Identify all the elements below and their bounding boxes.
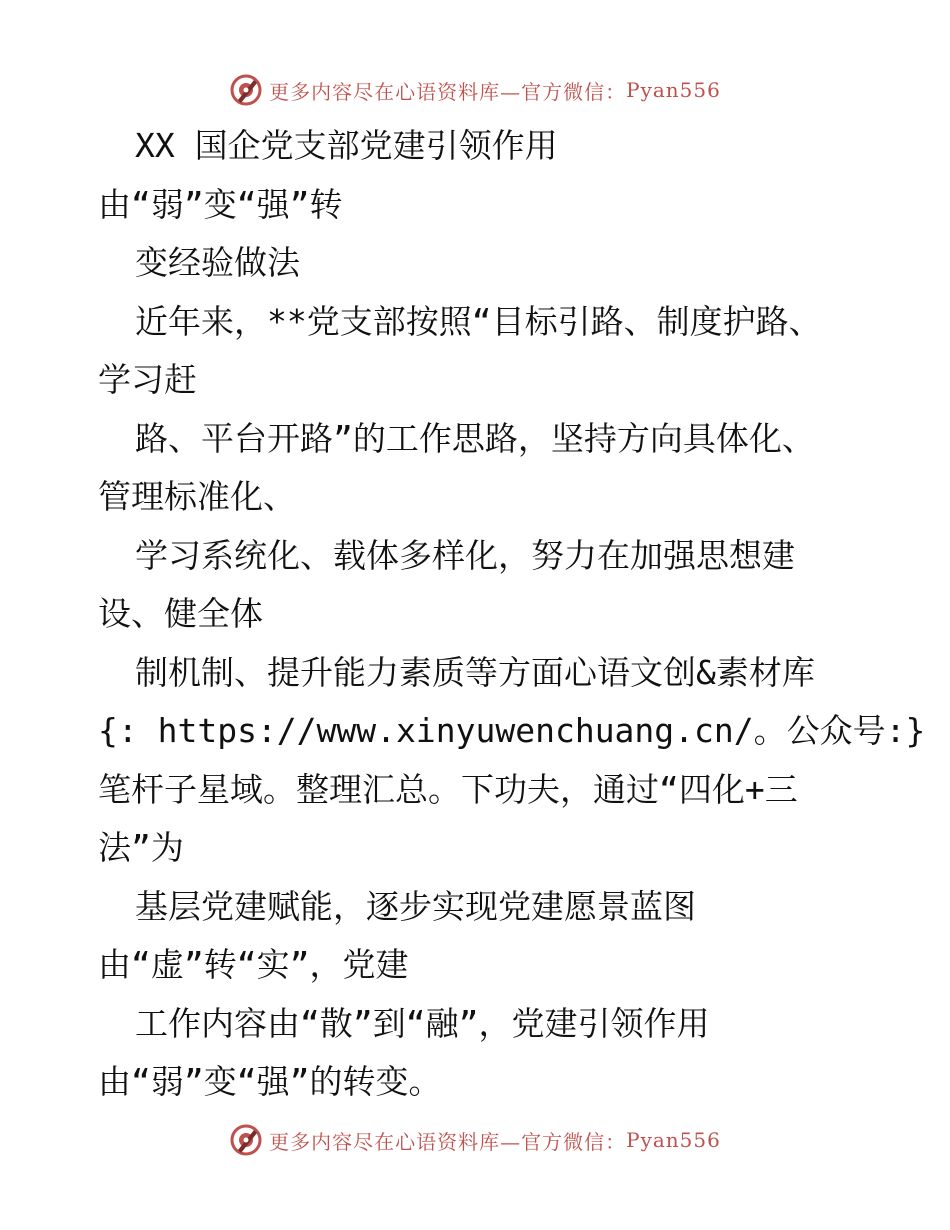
document-body [98,117,926,1112]
pen-circle-logo-icon [229,73,263,107]
body-line: 由“虚”转“实”，党建 [98,945,409,984]
body-line: 工作内容由“散”到“融”，党建引领作用 [135,1003,710,1043]
body-line: 笔杆子星域。整理汇总。下功夫，通过“四化+三 [98,769,798,809]
body-line: 由“弱”变“强”转 [98,184,343,224]
body-line: 法”为 [98,828,184,867]
body-line: 基层党建赋能，逐步实现党建愿景蓝图 [135,886,696,926]
footer-wechat-id: Pyan556 [626,1128,721,1152]
footer-watermark [0,1120,950,1160]
header-watermark [0,70,950,110]
body-line: 近年来，**党支部按照“目标引路、制度护路、 [135,301,822,341]
body-line: 由“弱”变“强”的转变。 [98,1062,442,1101]
body-line: 制机制、提升能力素质等方面心语文创&素材库 [135,652,815,692]
footer-watermark-text: 更多内容尽在心语资料库—官方微信： [269,1129,627,1154]
body-line: 学习赶 [98,360,197,399]
body-line: {: https://www.xinyuwenchuang.cn/。公众号:} [98,711,926,750]
header-wechat-id: Pyan556 [626,78,721,102]
body-line: XX 国企党支部党建引领作用 [135,126,558,165]
body-line: 路、平台开路”的工作思路，坚持方向具体化、 [135,418,815,458]
body-line: 学习系统化、载体多样化，努力在加强思想建 [135,535,795,575]
body-line: 管理标准化、 [98,477,296,516]
header-watermark-text: 更多内容尽在心语资料库—官方微信： [269,79,627,104]
pen-circle-logo-icon [229,1123,263,1157]
body-line: 变经验做法 [135,243,300,282]
body-line: 设、健全体 [98,594,263,633]
